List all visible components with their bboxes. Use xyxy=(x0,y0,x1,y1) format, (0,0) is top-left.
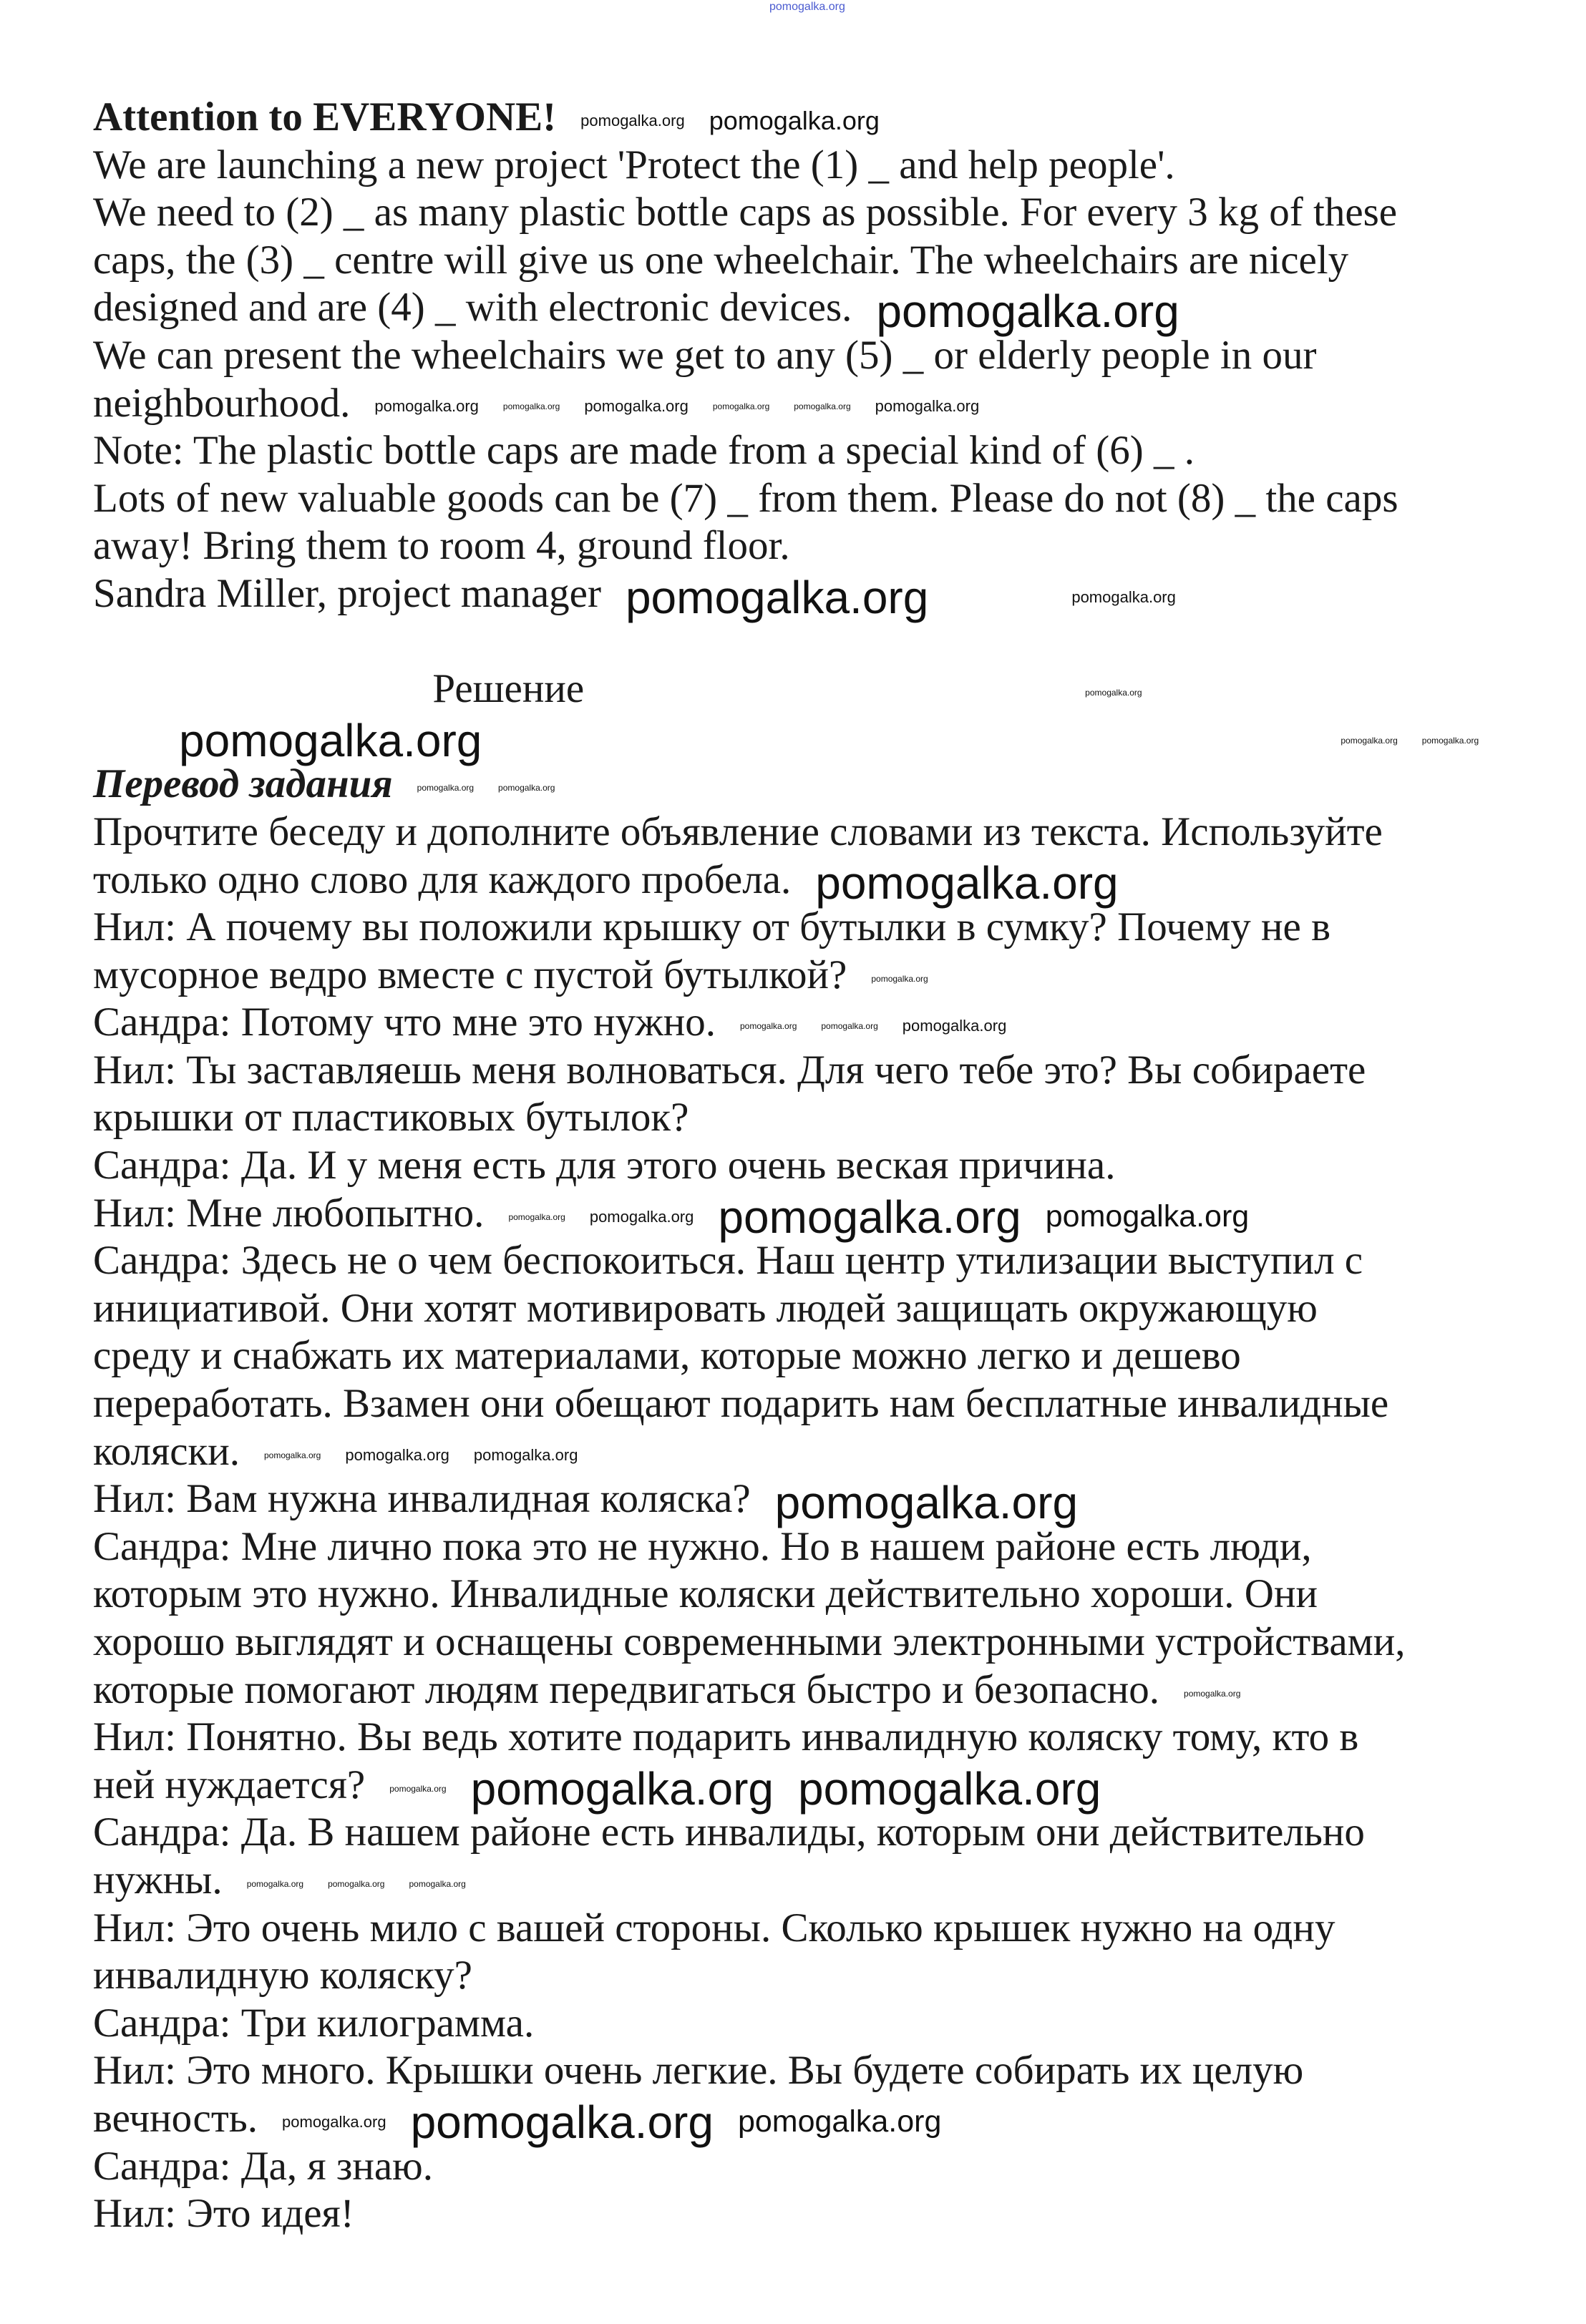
task-line-text: Note: The plastic bottle caps are made from a special kind of (6) _ . xyxy=(93,428,1195,474)
watermark: pomogalka.org xyxy=(502,401,560,412)
watermark: pomogalka.org xyxy=(246,1878,304,1889)
solution-line-text: хорошо выглядят и оснащены современными электронными устройствами, xyxy=(93,1619,1406,1664)
watermark: pomogalka.org xyxy=(871,973,928,984)
task-line-text: away! Bring them to room 4, ground floor. xyxy=(93,523,790,569)
solution-line-text: Сандра: Да. В нашем районе есть инвалиды, которым они действительно xyxy=(93,1810,1365,1855)
solution-line-text: нужны. xyxy=(93,1857,223,1903)
spacer xyxy=(93,618,1510,666)
solution-line-text: которые помогают людям передвигаться быстро и безопасно. xyxy=(93,1666,1160,1712)
solution-line-text: переработать. Взамен они обещают подарить нам бесплатные инвалидные xyxy=(93,1381,1389,1427)
solution-line xyxy=(93,1047,1510,1095)
watermark: pomogalka.org xyxy=(625,571,929,623)
watermark: pomogalka.org xyxy=(739,1021,797,1032)
solution-line xyxy=(93,1666,1510,1714)
task-line xyxy=(93,142,1510,190)
watermark: pomogalka.org xyxy=(709,105,880,135)
translation-subheading-line xyxy=(93,761,1510,809)
task-line xyxy=(93,284,1510,338)
watermark: pomogalka.org xyxy=(821,1021,878,1032)
document xyxy=(93,94,1510,2238)
watermark: pomogalka.org xyxy=(580,111,685,130)
watermark: pomogalka.org xyxy=(1085,688,1142,698)
task-line xyxy=(93,237,1510,285)
task-line xyxy=(93,332,1510,380)
solution-line xyxy=(93,1571,1510,1618)
solution-line xyxy=(93,1762,1510,1815)
task-signature: Sandra Miller, project manager xyxy=(93,570,601,616)
watermark: pomogalka.org xyxy=(328,1878,385,1889)
watermark: pomogalka.org xyxy=(1045,1199,1250,1234)
watermark: pomogalka.org xyxy=(902,1017,1007,1035)
task-line-text: caps, the (3) _ centre will give us one wheelchair. The wheelchairs are nicely xyxy=(93,237,1349,283)
task-line-text: designed and are (4) _ with electronic devices. xyxy=(93,285,852,331)
solution-line xyxy=(93,2095,1510,2148)
watermark: pomogalka.org xyxy=(263,1450,321,1460)
solution-line xyxy=(93,1523,1510,1571)
solution-line-text: Сандра: Потому что мне это нужно. xyxy=(93,1000,716,1045)
solution-line-text: Нил: Понятно. Вы ведь хотите подарить инвалидную коляску тому, кто в xyxy=(93,1714,1359,1760)
watermark: pomogalka.org xyxy=(1421,735,1479,746)
solution-heading-line xyxy=(93,665,1482,713)
solution-line xyxy=(93,1237,1510,1285)
watermark-line xyxy=(93,713,1510,766)
watermark: pomogalka.org xyxy=(769,1,845,13)
watermark: pomogalka.org xyxy=(1341,735,1398,746)
solution-line-text: Сандра: Здесь не о чем беспокоиться. Наш центр утилизации выступил с xyxy=(93,1238,1363,1284)
solution-line-text: мусорное ведро вместе с пустой бутылкой? xyxy=(93,952,847,997)
task-line xyxy=(93,475,1510,523)
task-line-text: We can present the wheelchairs we get to any (5) _ or elderly people in our xyxy=(93,332,1317,378)
solution-line xyxy=(93,2143,1510,2191)
task-line xyxy=(93,522,1510,570)
watermark: pomogalka.org xyxy=(797,1762,1101,1815)
watermark: pomogalka.org xyxy=(876,285,1179,338)
solution-line xyxy=(93,1475,1510,1529)
solution-line-text: Нил: А почему вы положили крышку от бутылки в сумку? Почему не в xyxy=(93,904,1331,950)
solution-line xyxy=(93,1618,1510,1666)
watermark: pomogalka.org xyxy=(1071,587,1176,606)
solution-line-text: Нил: Это идея! xyxy=(93,2191,354,2237)
solution-line-text: Нил: Ты заставляешь меня волноваться. Для чего тебе это? Вы собираете xyxy=(93,1047,1366,1093)
watermark: pomogalka.org xyxy=(374,397,479,416)
task-line xyxy=(93,189,1510,237)
watermark: pomogalka.org xyxy=(179,714,482,766)
watermark: pomogalka.org xyxy=(875,397,980,416)
task-line-text: neighbourhood. xyxy=(93,380,351,426)
watermark: pomogalka.org xyxy=(282,2112,386,2131)
task-line xyxy=(93,380,1510,428)
watermark: pomogalka.org xyxy=(718,1191,1021,1243)
solution-line-text: инвалидную коляску? xyxy=(93,1953,472,1998)
task-line-text: We are launching a new project 'Protect the (1) _ and help people'. xyxy=(93,142,1175,187)
solution-line-text: инициативой. Они хотят мотивировать людей защищать окружающую xyxy=(93,1285,1318,1331)
watermark: pomogalka.org xyxy=(417,783,475,794)
translation-subheading: Перевод задания xyxy=(93,761,393,807)
solution-line-text: Нил: Это очень мило с вашей стороны. Сколько крышек нужно на одну xyxy=(93,1905,1336,1951)
watermark: pomogalka.org xyxy=(345,1445,449,1464)
watermark: pomogalka.org xyxy=(389,1783,447,1794)
solution-line xyxy=(93,809,1510,856)
task-signature-line xyxy=(93,570,1510,623)
watermark: pomogalka.org xyxy=(815,857,1119,909)
watermark: pomogalka.org xyxy=(508,1211,565,1222)
solution-line xyxy=(93,2000,1510,2048)
task-line xyxy=(93,427,1510,475)
solution-line xyxy=(93,1332,1510,1380)
solution-line xyxy=(93,2047,1510,2095)
task-title-line xyxy=(93,94,1510,142)
watermark: pomogalka.org xyxy=(410,2096,714,2148)
solution-line xyxy=(93,1428,1510,1476)
watermark: pomogalka.org xyxy=(737,2104,942,2139)
solution-line xyxy=(93,856,1510,909)
watermark: pomogalka.org xyxy=(584,397,689,416)
watermark: pomogalka.org xyxy=(589,1207,694,1226)
task-line-text: Lots of new valuable goods can be (7) _ from them. Please do not (8) _ the caps xyxy=(93,475,1398,521)
solution-line-text: только одно слово для каждого пробела. xyxy=(93,856,792,902)
solution-line-text: Прочтите беседу и дополните объявление словами из текста. Используйте xyxy=(93,809,1383,854)
solution-line xyxy=(93,1380,1510,1428)
solution-line-text: ней нуждается? xyxy=(93,1762,366,1807)
solution-line-text: крышки от пластиковых бутылок? xyxy=(93,1095,689,1141)
solution-line-text: коляски. xyxy=(93,1428,240,1474)
solution-line xyxy=(93,1905,1510,1953)
solution-heading: Решение xyxy=(432,666,585,712)
solution-line xyxy=(93,1952,1510,2000)
task-line-text: We need to (2) _ as many plastic bottle caps as possible. For every 3 kg of these xyxy=(93,190,1398,235)
solution-line xyxy=(93,1809,1510,1857)
solution-line-text: Сандра: Три килограмма. xyxy=(93,2000,535,2046)
solution-line xyxy=(93,999,1510,1047)
task-title: Attention to EVERYONE! xyxy=(93,94,557,140)
watermark: pomogalka.org xyxy=(712,401,770,412)
watermark: pomogalka.org xyxy=(794,401,851,412)
solution-line-text: среду и снабжать их материалами, которые можно легко и дешево xyxy=(93,1333,1241,1379)
watermark: pomogalka.org xyxy=(470,1762,774,1815)
solution-line-text: вечность. xyxy=(93,2095,258,2141)
watermark: pomogalka.org xyxy=(473,1445,578,1464)
solution-line-text: Нил: Это много. Крышки очень легкие. Вы будете собирать их целую xyxy=(93,2048,1304,2094)
solution-line-text: Нил: Мне любопытно. xyxy=(93,1190,485,1236)
watermark: pomogalka.org xyxy=(1184,1688,1241,1699)
solution-line xyxy=(93,1714,1510,1762)
solution-line xyxy=(93,1190,1510,1243)
solution-line xyxy=(93,1094,1510,1142)
solution-line-text: Сандра: Да, я знаю. xyxy=(93,2143,434,2189)
solution-line xyxy=(93,904,1510,952)
solution-line xyxy=(93,1142,1510,1190)
solution-line-text: Сандра: Мне лично пока это не нужно. Но в нашем районе есть люди, xyxy=(93,1523,1312,1569)
solution-line xyxy=(93,952,1510,1000)
solution-line xyxy=(93,1857,1510,1905)
watermark: pomogalka.org xyxy=(409,1878,466,1889)
solution-line-text: Нил: Вам нужна инвалидная коляска? xyxy=(93,1476,751,1522)
watermark: pomogalka.org xyxy=(498,783,555,794)
watermark: pomogalka.org xyxy=(774,1477,1079,1529)
solution-line xyxy=(93,1285,1510,1333)
solution-line-text: которым это нужно. Инвалидные коляски действительно хороши. Они xyxy=(93,1571,1318,1617)
solution-line-text: Сандра: Да. И у меня есть для этого очень веская причина. xyxy=(93,1143,1116,1188)
solution-line xyxy=(93,2190,1510,2238)
